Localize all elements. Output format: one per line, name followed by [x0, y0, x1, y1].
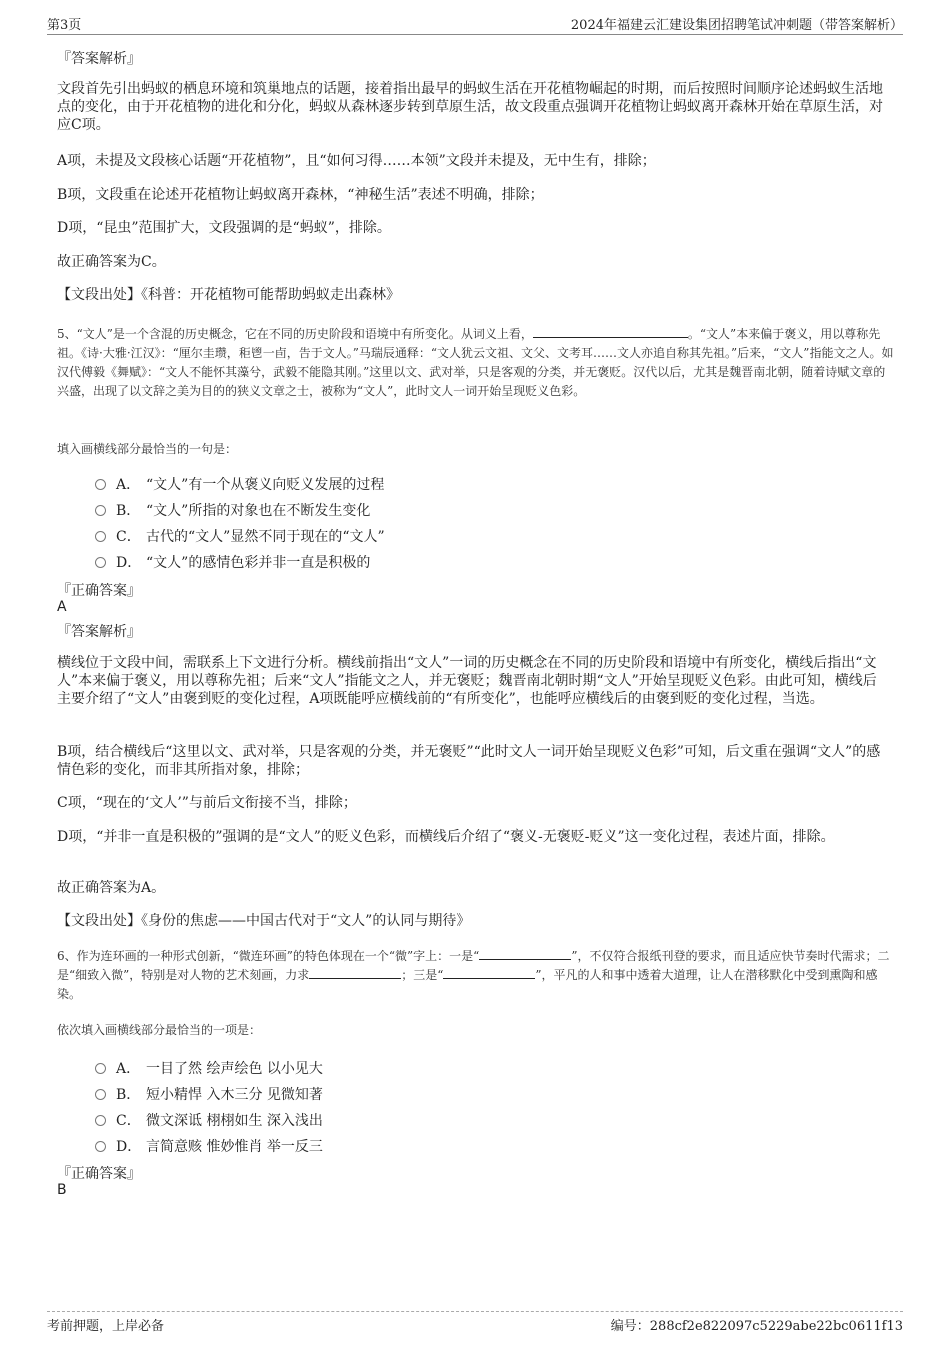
- q5-conclusion: 故正确答案为A。: [57, 880, 166, 896]
- radio-icon[interactable]: [95, 557, 106, 568]
- page-header: [47, 14, 903, 35]
- radio-icon[interactable]: [95, 1115, 106, 1126]
- q5-correct-label: 『正确答案』: [57, 583, 141, 599]
- document-title: 2024年福建云汇建设集团招聘笔试冲刺题（带答案解析）: [570, 18, 903, 33]
- q4-analysis-main: 文段首先引出蚂蚁的栖息环境和筑巢地点的话题，接着指出最早的蚂蚁生活在开花植物崛起的时期，而后按照时间顺序论述蚂蚁生活地点的变化，由于开花植物的进化和分化，蚂蚁从森林逐步转到草原生活，故文段重点强调开花植物让蚂蚁离开森林开始在草原生活，对应C项。: [57, 81, 883, 133]
- q4-source: 【文段出处】《科普：开花植物可能帮助蚂蚁走出森林》: [57, 287, 400, 303]
- q6-stem: 6、作为连环画的一种形式创新，“微连环画”的特色体现在一个“微”字上：一是“ ”，不仅符合报纸刊登的要求，而且适应快节奏时代需求；二是“细致入微”，特别是对人物的艺术刻画，力求 ；三是“ ”，平凡的人和事中透着大道理，让人在潜移默化中受到熏陶和感染。: [57, 949, 890, 1001]
- q6-blank-1: [479, 947, 571, 960]
- q5-option-c[interactable]: C． 古代的“文人”显然不同于现在的“文人”: [95, 526, 385, 546]
- q6-option-b[interactable]: B． 短小精悍 入木三分 见微知著: [95, 1084, 323, 1104]
- q5-analysis-option-c: C项，“现在的‘文人’”与前后文衔接不当，排除；: [57, 795, 357, 811]
- q6-option-c[interactable]: C． 微文深诋 栩栩如生 深入浅出: [95, 1110, 323, 1130]
- q5-prompt: 填入画横线部分最恰当的一句是：: [57, 442, 238, 456]
- footer-code: 编号：288cf2e822097c5229abe22bc0611f13: [610, 1319, 903, 1334]
- q5-stem-after: 。“文人”本来偏于褒义，用以尊称先祖。《诗·大雅·江汉》：“厘尔圭瓒，秬鬯一卣，告于文人。”马瑞辰通释：“文人犹云文祖、文父、文考耳……文人亦追自称其先祖。”后来，“文人”指能文之人。如汉代傅毅《舞赋》：“文人不能怀其藻兮，武毅不能隐其刚。”这里以文、武对举，只是客观的分类，并无褒贬。汉代以后，尤其是魏晋南北朝，随着诗赋文章的兴盛，出现了以文辞之美为目的的狭义文章之士，被称为“文人”，此时文人一词开始呈现贬义色彩。: [57, 327, 894, 398]
- radio-icon[interactable]: [95, 479, 106, 490]
- radio-icon[interactable]: [95, 1141, 106, 1152]
- radio-icon[interactable]: [95, 1089, 106, 1100]
- q6-option-d[interactable]: D． 言简意赅 惟妙惟肖 举一反三: [95, 1136, 323, 1156]
- q5-option-b[interactable]: B． “文人”所指的对象也在不断发生变化: [95, 500, 370, 520]
- radio-icon[interactable]: [95, 531, 106, 542]
- q5-blank: [533, 325, 688, 338]
- radio-icon[interactable]: [95, 505, 106, 516]
- q6-blank-3: [443, 966, 535, 979]
- radio-icon[interactable]: [95, 1063, 106, 1074]
- q6-blank-2: [309, 966, 401, 979]
- q5-source: 【文段出处】《身份的焦虑——中国古代对于“文人”的认同与期待》: [57, 913, 471, 929]
- q4-analysis-option-a: A项，未提及文段核心话题“开花植物”，且“如何习得……本领”文段并未提及，无中生有，排除；: [57, 153, 656, 169]
- q5-option-a[interactable]: A． “文人”有一个从褒义向贬义发展的过程: [95, 474, 384, 494]
- q5-correct-answer: A: [57, 599, 67, 615]
- q4-analysis-option-b: B项，文段重在论述开花植物让蚂蚁离开森林，“神秘生活”表述不明确，排除；: [57, 187, 544, 203]
- q5-option-d[interactable]: D． “文人”的感情色彩并非一直是积极的: [95, 552, 370, 572]
- q6-prompt: 依次填入画横线部分最恰当的一项是：: [57, 1023, 262, 1037]
- q6-correct-answer: B: [57, 1182, 67, 1198]
- q5-analysis-option-d: D项，“并非一直是积极的”强调的是“文人”的贬义色彩，而横线后介绍了“褒义-无褒贬-贬义”这一变化过程，表述片面，排除。: [57, 829, 835, 845]
- q4-analysis-label: 『答案解析』: [57, 51, 141, 67]
- q6-correct-label: 『正确答案』: [57, 1166, 141, 1182]
- q6-option-a[interactable]: A． 一目了然 绘声绘色 以小见大: [95, 1058, 323, 1078]
- page-footer: [47, 1311, 903, 1335]
- q4-analysis-option-d: D项，“昆虫”范围扩大，文段强调的是“蚂蚁”，排除。: [57, 220, 391, 236]
- q5-analysis-main: 横线位于文段中间，需联系上下文进行分析。横线前指出“文人”一词的历史概念在不同的历史阶段和语境中有所变化，横线后指出“文人”本来偏于褒义，用以尊称先祖；后来“文人”指能文之人，并无褒贬；魏晋南北朝时期“文人”开始呈现贬义色彩。由此可知，横线后主要介绍了“文人”由褒到贬的变化过程，A项既能呼应横线前的“有所变化”，也能呼应横线后的由褒到贬的变化过程，当选。: [57, 655, 877, 707]
- q4-conclusion: 故正确答案为C。: [57, 254, 166, 270]
- q5-analysis-label: 『答案解析』: [57, 624, 141, 640]
- q5-analysis-option-b: B项，结合横线后“这里以文、武对举，只是客观的分类，并无褒贬”“此时文人一词开始呈现贬义色彩”可知，后文重在强调“文人”的感情色彩的变化，而非其所指对象，排除；: [57, 744, 881, 778]
- page-number: 第3页: [47, 18, 82, 33]
- q5-stem-before: 5、“文人”是一个含混的历史概念，它在不同的历史阶段和语境中有所变化。从词义上看，: [57, 327, 533, 341]
- footer-slogan: 考前押题，上岸必备: [47, 1319, 165, 1334]
- q5-stem: [57, 325, 897, 401]
